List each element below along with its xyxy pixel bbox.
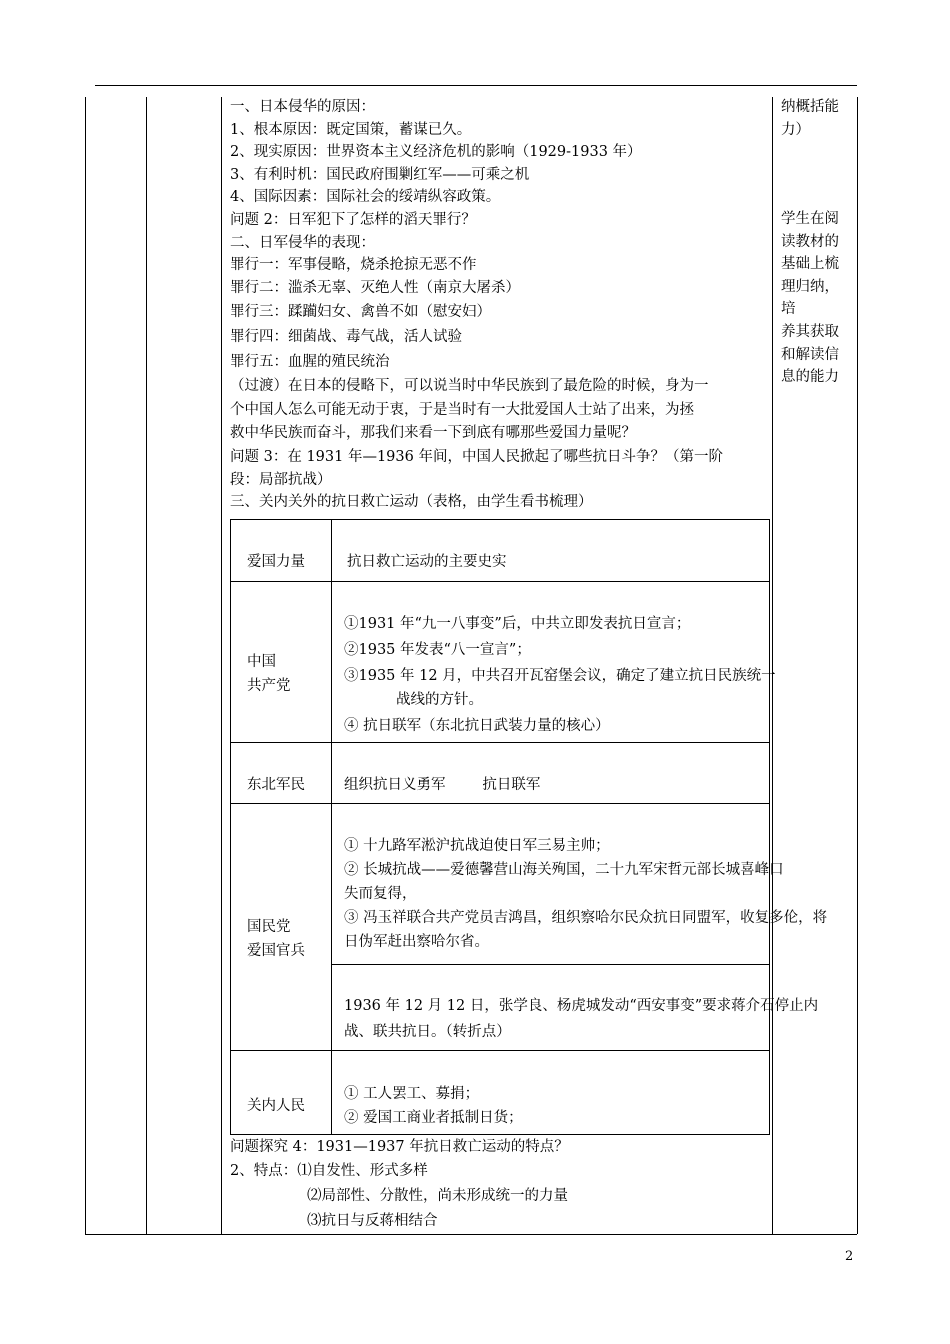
outer-table-right-border (857, 97, 858, 1234)
cell-line: ④ 抗日联军（东北抗日武装力量的核心） (344, 718, 610, 734)
cell-line: 战、联共抗日。（转折点） (344, 1024, 511, 1040)
text-line: 罪行一：军事侵略，烧杀抢掠无恶不作 (230, 257, 477, 274)
cell-line: 失而复得， (344, 886, 417, 902)
cell-line: 中国 (247, 654, 276, 670)
header-force-cell: 爱国力量 (247, 554, 305, 570)
text-line: 段：局部抗战） (230, 471, 332, 488)
cell-line: ③1935 年 12 月，中共召开瓦窑堡会议，确定了建立抗日民族统一 (344, 668, 776, 684)
table-row-divider (231, 803, 769, 804)
side-note-line: 培 (781, 301, 796, 318)
text-line: 2、特点：⑴自发性、形式多样 (230, 1163, 428, 1179)
text-line: 一、日本侵华的原因： (230, 99, 375, 115)
side-note-line: 力） (781, 121, 810, 138)
table-row-divider (231, 581, 769, 582)
cell-line: ③ 冯玉祥联合共产党员吉鸿昌，组织察哈尔民众抗日同盟军，收复多伦，将 (344, 910, 828, 926)
cell-line: ① 工人罢工、募捐； (344, 1086, 480, 1102)
cell-line: ①1931 年“九一八事变”后，中共立即发表抗日宣言； (344, 616, 691, 632)
patriotic-forces-table (230, 519, 828, 1135)
cell-line: 国民党 (247, 919, 291, 935)
text-line: 罪行二：滥杀无辜、灭绝人性（南京大屠杀） (230, 279, 520, 296)
text-line: 1、根本原因：既定国策，蓄谋已久。 (230, 121, 472, 138)
text-line: 罪行三：蹂躏妇女、禽兽不如（慰安妇） (230, 304, 491, 321)
outer-table-col-divider-1 (146, 97, 147, 1234)
side-notes-top (781, 96, 853, 141)
ccp-facts-cell (344, 612, 776, 738)
text-line: 问题探究 4：1931—1937 年抗日救亡运动的特点？ (230, 1139, 569, 1155)
cell-line: 战线的方针。 (396, 692, 483, 708)
page-number: 2 (845, 1249, 854, 1264)
main-content (230, 96, 770, 514)
side-note-line: 基础上梳 (781, 256, 839, 273)
cell-line: ② 长城抗战——爱德馨营山海关殉国，二十九军宋哲元部长城喜峰口 (344, 862, 784, 878)
outer-table-left-border (85, 97, 86, 1234)
ccp-force-cell (247, 650, 291, 698)
northeast-force-cell: 东北军民 (247, 777, 305, 793)
header-facts-cell: 抗日救亡运动的主要史实 (347, 554, 507, 570)
header-rule (95, 85, 857, 86)
table-row-divider (231, 1050, 769, 1051)
text-line: ⑵局部性、分散性，尚未形成统一的力量 (307, 1188, 568, 1204)
cell-line: 爱国官兵 (247, 943, 305, 959)
side-note-line: 养其获取 (781, 323, 839, 340)
cell-line: 共产党 (247, 678, 291, 694)
kmt-xian-incident-cell (344, 994, 818, 1044)
kmt-force-cell (247, 915, 305, 963)
side-note-line: 和解读信 (781, 346, 839, 363)
features-section (230, 1135, 770, 1234)
text-line: ⑶抗日与反蒋相结合 (307, 1213, 438, 1229)
text-line: 4、国际因素：国际社会的绥靖纵容政策。 (230, 189, 501, 206)
side-note-line: 理归纳， (781, 278, 839, 295)
cell-line: ② 爱国工商业者抵制日货； (344, 1110, 523, 1126)
text-line: 个中国人怎么可能无动于衷，于是当时有一大批爱国人士站了出来，为拯 (230, 401, 694, 418)
outer-table-col-divider-2 (221, 97, 222, 1234)
text-line: 2、现实原因：世界资本主义经济危机的影响（1929-1933 年） (230, 144, 642, 161)
kmt-facts-cell (344, 834, 827, 954)
side-note-line: 息的能力 (781, 369, 839, 386)
text-line: 3、有利时机：国民政府围剿红军——可乘之机 (230, 166, 530, 183)
text-line: （过渡）在日本的侵略下，可以说当时中华民族到了最危险的时候，身为一 (230, 378, 709, 395)
text-line: 二、日军侵华的表现： (230, 234, 375, 251)
text-line: 罪行四：细菌战、毒气战，活人试验 (230, 328, 462, 345)
table-col-divider (331, 520, 332, 1134)
guannei-facts-cell (344, 1082, 523, 1130)
table-row-divider (231, 742, 769, 743)
side-note-line: 读教材的 (781, 233, 839, 250)
text-line: 问题 3：在 1931 年—1936 年间，中国人民掀起了哪些抗日斗争？（第一阶 (230, 448, 723, 465)
text-line: 问题 2：日军犯下了怎样的滔天罪行？ (230, 211, 476, 228)
cell-line: ① 十九路军淞沪抗战迫使日军三易主帅； (344, 838, 610, 854)
text-line: 罪行五：血腥的殖民统治 (230, 353, 390, 370)
text-line: 三、关内关外的抗日救亡运动（表格，由学生看书梳理） (230, 494, 593, 511)
side-note-line: 学生在阅 (781, 211, 839, 227)
northeast-facts-cell: 组织抗日义勇军 抗日联军 (344, 777, 541, 793)
cell-line: 日伪军赶出察哈尔省。 (344, 934, 489, 950)
side-notes-middle (781, 208, 853, 389)
side-note-line: 纳概括能 (781, 99, 839, 115)
text-line: 救中华民族而奋斗，那我们来看一下到底有哪那些爱国力量呢？ (230, 425, 636, 442)
cell-line: ②1935 年发表“八一宣言”； (344, 642, 531, 658)
table-subrow-divider (331, 964, 769, 965)
cell-line: 1936 年 12 月 12 日，张学良、杨虎城发动“西安事变”要求蒋介石停止内 (344, 998, 819, 1014)
guannei-force-cell: 关内人民 (247, 1098, 305, 1114)
outer-table-bottom-border (85, 1234, 857, 1235)
